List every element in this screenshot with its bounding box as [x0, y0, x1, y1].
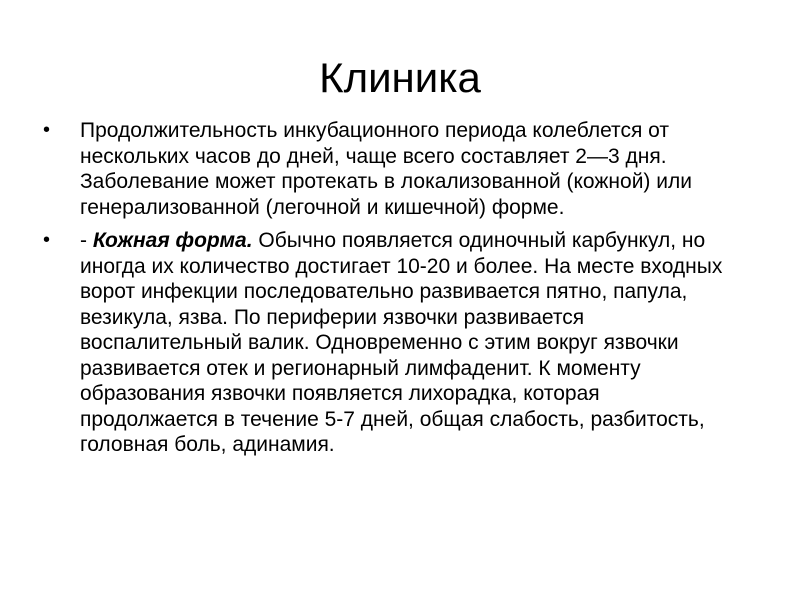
bullet-prefix: - [80, 229, 93, 252]
bullet-dot-icon: • [43, 119, 51, 141]
bullet-list [40, 118, 740, 466]
slide-title: Клиника [319, 54, 481, 101]
bullet-emphasis: Кожная форма. [92, 229, 253, 252]
bullet-text: Продолжительность инкубационного периода колеблется от нескольких часов до дней, чаще всего составляет 2—3 дня. Заболевание может протекать в локализованной (кожной) или генерализованной (легочной и кишечной) форме. [80, 119, 692, 219]
bullet-dot-icon: • [43, 229, 51, 251]
bullet-text: Обычно появляется одиночный карбункул, но иногда их количество достигает 10-20 и более. На месте входных ворот инфекции последовательно развивается пятно, папула, везикула, язва. По периферии язвочки развивается воспалительный валик. Одновременно с этим вокруг язвочки развивается отек и регионарный лимфаденит. К моменту образования язвочки появляется лихорадка, которая продолжается в течение 5-7 дней, общая слабость, разбитость, головная боль, адинамия. [80, 229, 723, 456]
bullet-item-skin-form [40, 228, 740, 458]
bullet-item-incubation [40, 118, 740, 220]
